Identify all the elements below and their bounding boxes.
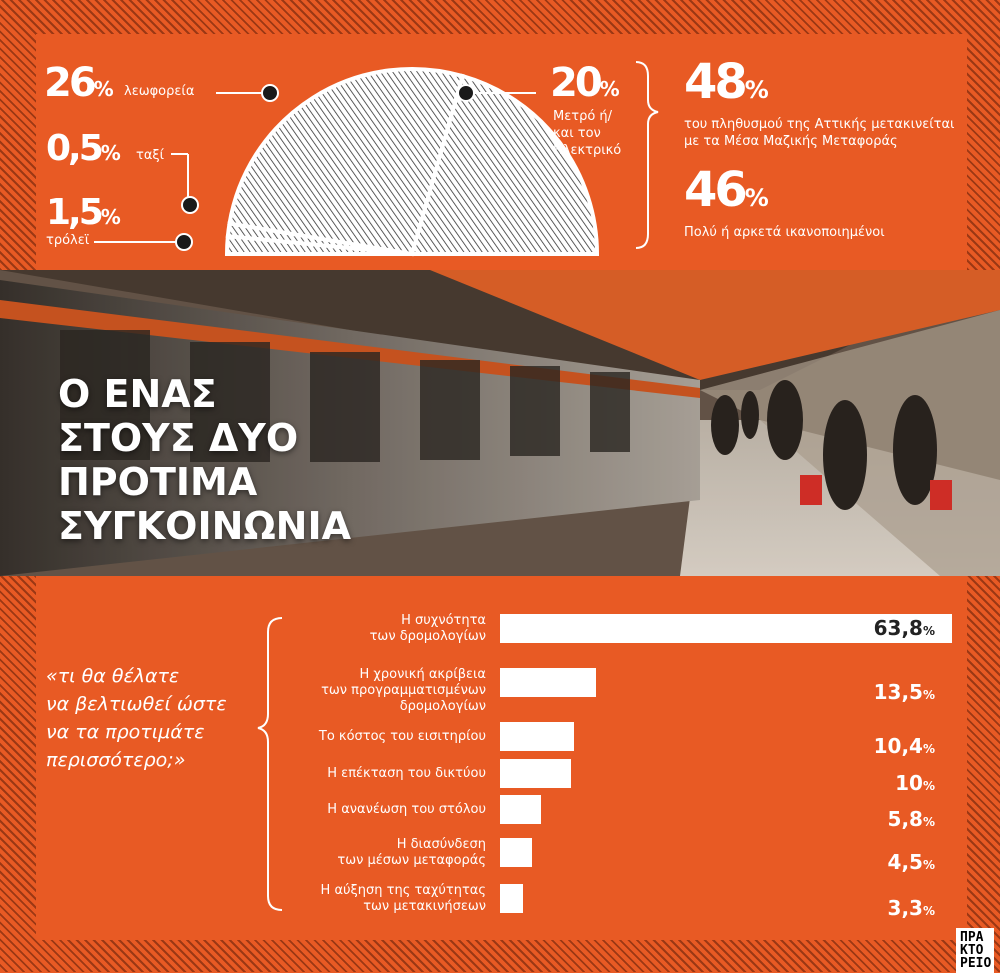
bus-stat: 26% xyxy=(44,60,114,106)
bar-value-label: 5,8% xyxy=(887,807,935,831)
bar-value-label: 3,3% xyxy=(887,896,935,920)
bar-label: Η επέκταση του δικτύου xyxy=(327,765,486,781)
bus-label: λεωφορεία xyxy=(124,84,195,99)
metro-stat: 20% xyxy=(550,60,620,106)
bar-label: Το κόστος του εισιτηρίου xyxy=(318,728,486,744)
trolley-stat: 1,5% xyxy=(46,192,121,233)
bar-value-label: 4,5% xyxy=(887,850,935,874)
bar-label: Η ανανέωση του στόλου xyxy=(327,801,486,817)
bar xyxy=(500,838,532,867)
praktoreio-logo: ΠΡΑ ΚΤΟ ΡΕΙΟ xyxy=(956,928,994,973)
bar xyxy=(500,722,574,751)
bar-label: Η χρονική ακρίβεια των προγραμματισμένων δρομολογίων xyxy=(321,666,486,714)
bar xyxy=(500,795,541,824)
trolley-label: τρόλεϊ xyxy=(46,233,90,248)
satisfied-stat: 46% xyxy=(684,162,769,218)
bar-value-label: 13,5% xyxy=(873,680,935,704)
public-transport-stat: 48% xyxy=(684,54,769,110)
public-transport-text: του πληθυσμού της Αττικής μετακινείται με τα Μέσα Μαζικής Μεταφοράς xyxy=(684,117,955,149)
survey-question: «τι θα θέλατε να βελτιωθεί ώστε να τα προτιμάτε περισσότερο;» xyxy=(46,665,227,771)
taxi-stat: 0,5% xyxy=(46,128,121,169)
metro-label: Μετρό ή/ και τον Ηλεκτρικό xyxy=(553,109,622,158)
bar-label: Η αύξηση της ταχύτητας των μετακινήσεων xyxy=(320,882,486,914)
bar-value-label: 63,8% xyxy=(873,616,935,640)
taxi-label: ταξί xyxy=(136,148,165,163)
bar-label: Η διασύνδεση των μέσων μεταφοράς xyxy=(337,836,486,868)
bar-value-label: 10% xyxy=(895,771,935,795)
bar xyxy=(500,759,571,788)
bar xyxy=(500,668,596,697)
satisfied-text: Πολύ ή αρκετά ικανοποιημένοι xyxy=(684,225,885,240)
headline: Ο ΕΝΑΣ ΣΤΟΥΣ ΔΥΟ ΠΡΟΤΙΜΑ ΣΥΓΚΟΙΝΩΝΙΑ xyxy=(58,372,352,548)
bar xyxy=(500,884,523,913)
bar-label: Η συχνότητα των δρομολογίων xyxy=(369,612,486,644)
bar-value-label: 10,4% xyxy=(873,734,935,758)
